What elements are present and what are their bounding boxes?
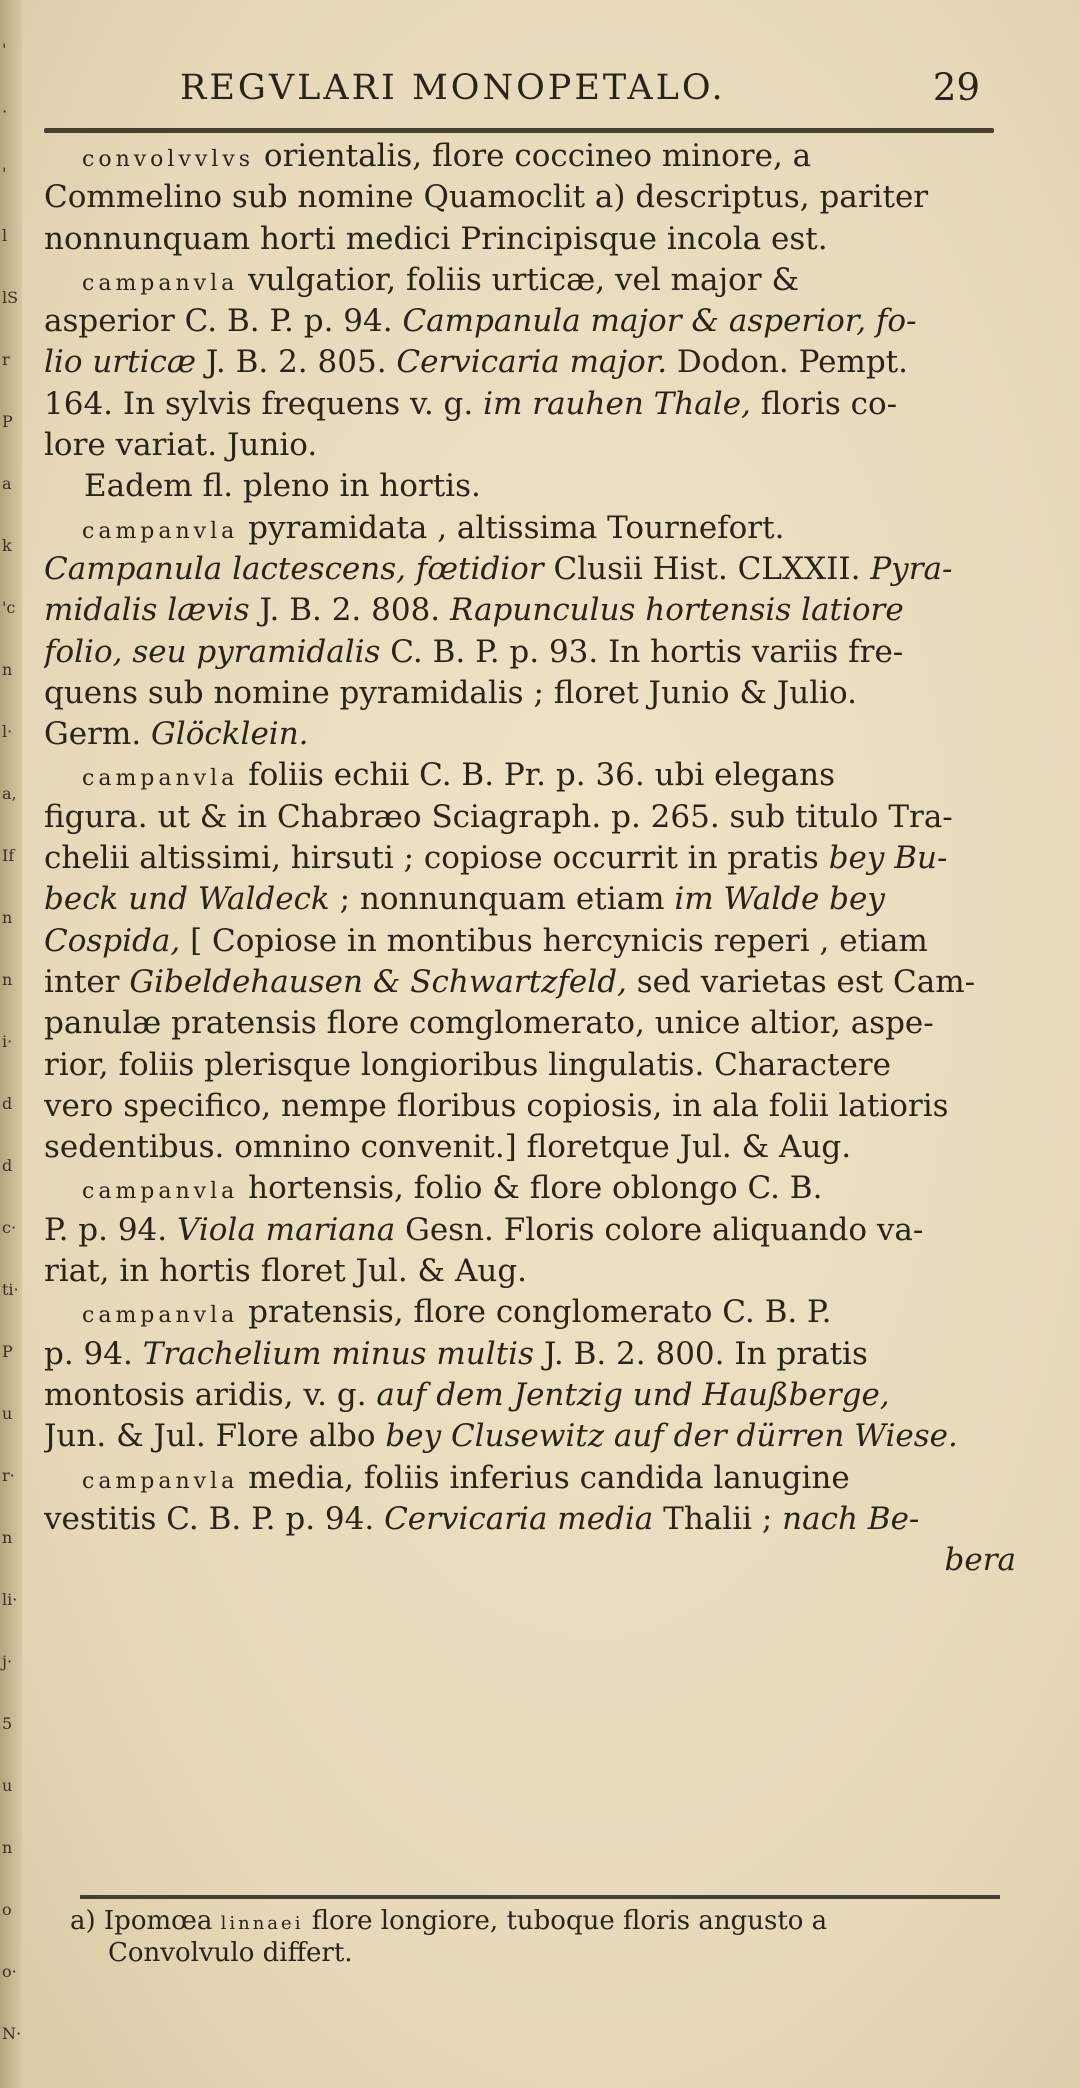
margin-mark: ' — [2, 40, 7, 59]
margin-mark: l — [2, 226, 8, 245]
text-line: panulæ pratensis flore comglomerato, unice altior, aspe- — [44, 1005, 934, 1042]
margin-mark: d — [2, 1156, 13, 1175]
text-line: convolvvlvs orientalis, flore coccineo minore, a — [82, 138, 812, 174]
entry-genus: campanvla — [82, 766, 239, 792]
text-line: midalis lævis J. B. 2. 808. Rapunculus hortensis latiore — [44, 592, 904, 629]
text-line: vero specifico, nempe floribus copiosis, in ala folii latioris — [44, 1087, 949, 1124]
footnote-rule — [80, 1895, 1000, 1899]
text-line: montosis aridis, v. g. auf dem Jentzig und Haußberge, — [44, 1376, 890, 1413]
margin-mark: k — [2, 536, 12, 555]
text-line: campanvla pratensis, flore conglomerato C. B. P. — [82, 1294, 832, 1331]
text-line: lio urticæ J. B. 2. 805. Cervicaria major. Dodon. Pempt. — [44, 344, 908, 381]
margin-mark: a, — [2, 784, 17, 803]
text-line: Cospida, [ Copiose in montibus hercynicis reperi , etiam — [44, 922, 928, 959]
text-line: rior, foliis plerisque longioribus lingulatis. Charactere — [44, 1046, 891, 1083]
body-text — [44, 136, 1024, 1581]
margin-mark: i· — [2, 1032, 13, 1051]
margin-mark: P — [2, 412, 13, 431]
margin-mark: o· — [2, 1962, 17, 1981]
text-line: chelii altissimi, hirsuti ; copiose occurrit in pratis bey Bu- — [44, 840, 948, 877]
margin-mark: r· — [2, 1466, 15, 1485]
footnote-line: Convolvulo differt. — [108, 1938, 353, 1968]
text-line: Germ. Glöcklein. — [44, 716, 309, 753]
margin-mark: n — [2, 1528, 13, 1547]
entry-genus: campanvla — [82, 1303, 239, 1329]
running-head — [180, 62, 980, 122]
margin-mark: u — [2, 1404, 13, 1423]
margin-mark: n — [2, 660, 13, 679]
margin-marks — [0, 0, 22, 2088]
text-line: asperior C. B. P. p. 94. Campanula major & asperior, fo- — [44, 303, 917, 340]
entry-genus: campanvla — [82, 518, 239, 544]
margin-mark: li· — [2, 1590, 18, 1609]
text-line: sedentibus. omnino convenit.] floretque Jul. & Aug. — [44, 1129, 852, 1166]
margin-mark: n — [2, 970, 13, 989]
text-line: campanvla vulgatior, foliis urticæ, vel major & — [82, 261, 800, 298]
entry-genus: convolvvlvs — [82, 147, 255, 172]
text-line: p. 94. Trachelium minus multis J. B. 2. 800. In pratis — [44, 1335, 868, 1372]
margin-mark: d — [2, 1094, 13, 1113]
margin-mark: c· — [2, 1218, 17, 1237]
text-line: campanvla media, foliis inferius candida lanugine — [82, 1459, 850, 1496]
page-number: 29 — [932, 66, 980, 109]
text-line: nonnunquam horti medici Principisque incola est. — [44, 220, 828, 257]
text-line: lore variat. Junio. — [44, 427, 318, 464]
text-line: campanvla hortensis, folio & flore oblongo C. B. — [82, 1170, 823, 1207]
margin-mark: lS — [2, 288, 19, 307]
margin-mark: ti· — [2, 1280, 19, 1299]
footnote — [70, 1905, 1010, 1969]
text-line: Jun. & Jul. Flore albo bey Clusewitz auf der dürren Wiese. — [44, 1418, 958, 1455]
catchword: bera — [944, 1542, 1016, 1579]
entry-genus: campanvla — [82, 1468, 239, 1494]
margin-mark: o — [2, 1900, 12, 1919]
margin-mark: u — [2, 1776, 13, 1795]
margin-mark: If — [2, 846, 15, 865]
footnote-line: a) Ipomœa linnaei flore longiore, tuboque floris angusto a — [70, 1906, 828, 1936]
text-line: figura. ut & in Chabræo Sciagraph. p. 265. sub titulo Tra- — [44, 798, 953, 835]
text-line: Eadem fl. pleno in hortis. — [84, 468, 481, 505]
header-rule — [44, 128, 994, 133]
entry-genus: campanvla — [82, 1179, 239, 1205]
margin-mark: 5 — [2, 1714, 13, 1733]
margin-mark: 'c — [2, 598, 16, 617]
text-line: riat, in hortis floret Jul. & Aug. — [44, 1253, 528, 1290]
text-line: vestitis C. B. P. p. 94. Cervicaria media Thalii ; nach Be- — [44, 1500, 920, 1537]
text-line: campanvla foliis echii C. B. Pr. p. 36. ubi elegans — [82, 757, 835, 794]
margin-mark: n — [2, 908, 13, 927]
text-line: folio, seu pyramidalis C. B. P. p. 93. In hortis variis fre- — [44, 633, 904, 670]
margin-mark: N· — [2, 2024, 22, 2043]
text-line: quens sub nomine pyramidalis ; floret Junio & Julio. — [44, 674, 857, 711]
margin-mark: P — [2, 1342, 13, 1361]
margin-mark: ' — [2, 164, 7, 183]
text-line: campanvla pyramidata , altissima Tournefort. — [82, 509, 785, 546]
margin-mark: · — [2, 102, 8, 121]
margin-mark: a — [2, 474, 12, 493]
text-line: Commelino sub nomine Quamoclit a) descriptus, pariter — [44, 179, 929, 216]
running-head-title: REGVLARI MONOPETALO. — [180, 68, 726, 108]
text-line: inter Gibeldehausen & Schwartzfeld, sed varietas est Cam- — [44, 963, 976, 1000]
text-line: P. p. 94. Viola mariana Gesn. Floris colore aliquando va- — [44, 1211, 924, 1248]
text-line: Campanula lactescens, fœtidior Clusii Hist. CLXXII. Pyra- — [44, 550, 953, 587]
margin-mark: l· — [2, 722, 13, 741]
entry-genus: campanvla — [82, 270, 239, 296]
text-line: beck und Waldeck ; nonnunquam etiam im Walde bey — [44, 881, 885, 918]
margin-mark: j· — [2, 1652, 13, 1671]
text-line: 164. In sylvis frequens v. g. im rauhen Thale, floris co- — [44, 385, 898, 422]
margin-mark: r — [2, 350, 10, 369]
margin-mark: n — [2, 1838, 13, 1857]
